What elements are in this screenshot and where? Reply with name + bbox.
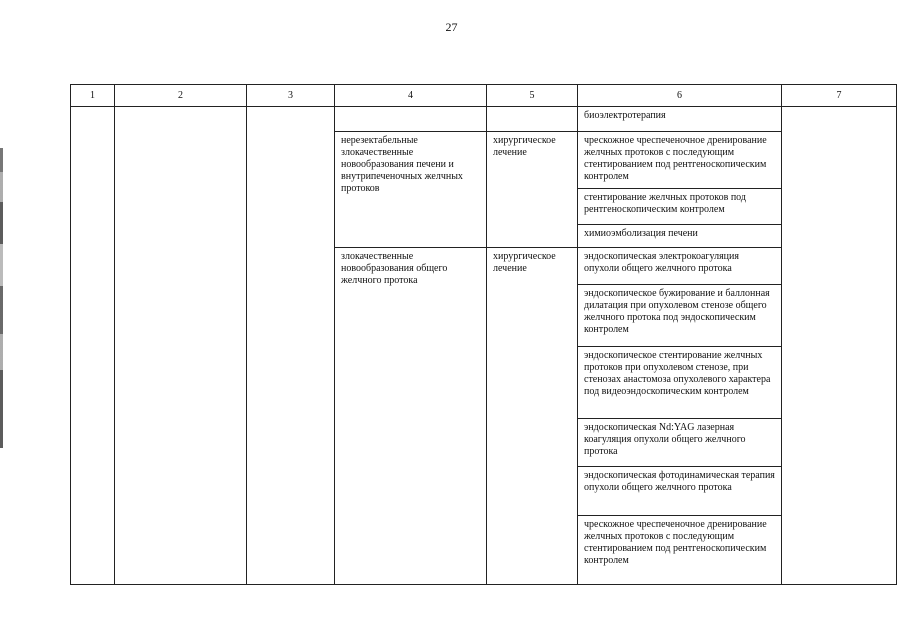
method-item (578, 515, 781, 584)
treatment-text (487, 107, 577, 113)
disease-cell (335, 248, 487, 585)
method-text: эндоскопическая Nd:YAG лазерная коагуляция опухоли общего желчного протока (584, 422, 746, 457)
method-text: эндоскопическая фотодинамическая терапия опухоли общего желчного протока (584, 470, 775, 493)
col-2-cell (115, 107, 247, 585)
treatment-cell (487, 132, 578, 248)
table-header-row (71, 85, 897, 107)
method-text: чрескожное чреспеченочное дренирование желчных протоков с последующим стентированием под рентгеноскопическим контролем (584, 135, 767, 182)
disease-cell (335, 107, 487, 132)
method-text: эндоскопическая электрокоагуляция опухоли общего желчного протока (584, 251, 739, 274)
method-text: эндоскопическое стентирование желчных протоков при опухолевом стенозе, при стенозах анастомоза опухолевого характера под видеоэндоскопическим контролем (584, 350, 771, 397)
method-item (578, 418, 781, 466)
method-item (578, 466, 781, 515)
method-text: химиоэмболизация печени (584, 228, 698, 239)
method-item (578, 346, 781, 418)
disease-text: злокачественные новообразования общего желчного протока (341, 251, 448, 286)
method-text: стентирование желчных протоков под рентгеноскопическим контролем (584, 192, 746, 215)
treatment-cell (487, 107, 578, 132)
treatment-text: хирургическое лечение (493, 251, 556, 274)
treatment-text: хирургическое лечение (493, 135, 556, 158)
col-7-cell (782, 107, 897, 585)
header-col-2: 2 (115, 85, 247, 107)
methods-cell (578, 132, 782, 248)
treatment-cell (487, 248, 578, 585)
header-col-5: 5 (487, 85, 578, 107)
col-1-cell (71, 107, 115, 585)
header-col-4: 4 (335, 85, 487, 107)
method-item (578, 132, 781, 188)
scan-edge-artifact (0, 148, 3, 448)
page-number: 27 (445, 20, 458, 34)
methods-cell (578, 248, 782, 585)
header-col-1: 1 (71, 85, 115, 107)
method-text: биоэлектротерапия (584, 110, 666, 121)
header-col-7: 7 (782, 85, 897, 107)
method-item (578, 107, 781, 131)
col-3-cell (247, 107, 335, 585)
method-item (578, 188, 781, 224)
disease-text (335, 107, 486, 113)
medical-care-table (70, 84, 897, 585)
method-item (578, 248, 781, 284)
method-item (578, 224, 781, 247)
method-item (578, 284, 781, 346)
method-text: чрескожное чреспеченочное дренирование желчных протоков с последующим стентированием под рентгеноскопическим контролем (584, 519, 767, 566)
methods-cell (578, 107, 782, 132)
table-row (71, 107, 897, 132)
disease-cell (335, 132, 487, 248)
header-col-6: 6 (578, 85, 782, 107)
header-col-3: 3 (247, 85, 335, 107)
disease-text: нерезектабельные злокачественные новообразования печени и внутрипеченочных желчных протоков (341, 135, 463, 194)
method-text: эндоскопическое бужирование и баллонная дилатация при опухолевом стенозе общего желчного протока под эндоскопическим контролем (584, 288, 770, 335)
